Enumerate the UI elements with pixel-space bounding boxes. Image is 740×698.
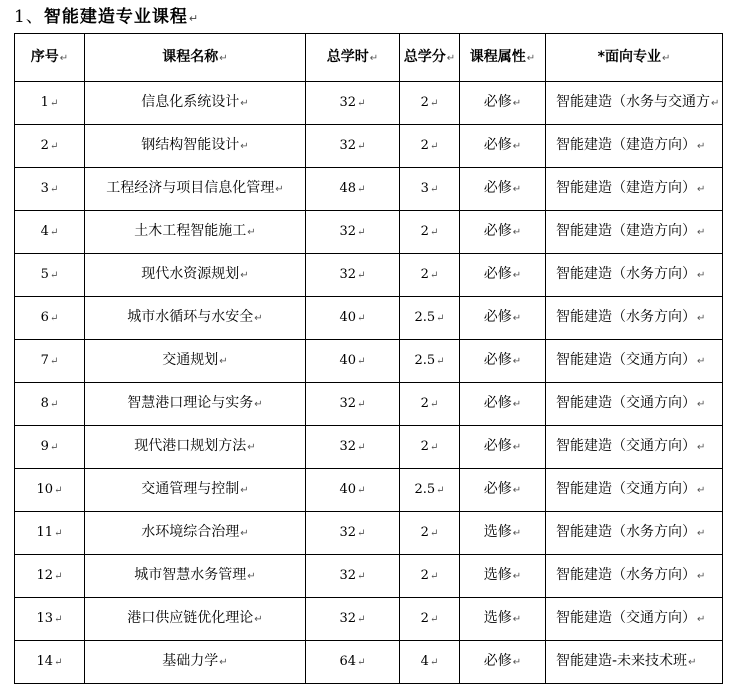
paragraph-mark-icon: ↵ <box>254 313 263 324</box>
cell-name <box>85 641 306 684</box>
cell-no <box>15 641 85 684</box>
paragraph-mark-icon: ↵ <box>357 141 366 152</box>
paragraph-mark-icon: ↵ <box>697 442 706 453</box>
cell-credits-text: 2 <box>420 95 429 110</box>
cell-target-text: 智能建造（水务方向） <box>556 567 696 583</box>
paragraph-mark-icon: ↵ <box>240 270 249 281</box>
cell-name-text: 交通管理与控制 <box>141 481 240 497</box>
paragraph-mark-icon: ↵ <box>357 485 366 496</box>
paragraph-mark-icon: ↵ <box>512 98 522 109</box>
cell-target <box>546 383 723 426</box>
cell-type-text: 必修 <box>483 266 512 282</box>
cell-credits <box>400 555 460 598</box>
cell-no-text: 11 <box>36 525 54 540</box>
paragraph-mark-icon: ↵ <box>429 270 439 281</box>
paragraph-mark-icon: ↵ <box>357 657 366 668</box>
paragraph-mark-icon: ↵ <box>512 571 522 582</box>
cell-no <box>15 125 85 168</box>
paragraph-mark-icon: ↵ <box>697 571 706 582</box>
cell-type-text: 必修 <box>483 395 512 411</box>
cell-type-text: 选修 <box>483 610 512 626</box>
paragraph-mark-icon: ↵ <box>54 528 63 539</box>
cell-credits-text: 2 <box>420 396 429 411</box>
cell-hours <box>306 383 400 426</box>
cell-credits-text: 2 <box>420 267 429 282</box>
paragraph-mark-icon: ↵ <box>512 399 522 410</box>
cell-target <box>546 555 723 598</box>
cell-name-text: 基础力学 <box>162 653 219 669</box>
cell-name-text: 城市水循环与水安全 <box>127 309 254 325</box>
cell-target <box>546 254 723 297</box>
paragraph-mark-icon: ↵ <box>512 313 522 324</box>
paragraph-mark-icon: ↵ <box>254 614 263 625</box>
cell-target <box>546 297 723 340</box>
paragraph-mark-icon: ↵ <box>512 442 522 453</box>
cell-name-text: 信息化系统设计 <box>141 94 240 110</box>
cell-credits <box>400 383 460 426</box>
paragraph-mark-icon: ↵ <box>219 356 228 367</box>
cell-credits-text: 2 <box>420 611 429 626</box>
cell-credits <box>400 168 460 211</box>
paragraph-mark-icon: ↵ <box>697 614 706 625</box>
cell-no <box>15 598 85 641</box>
paragraph-mark-icon: ↵ <box>429 184 439 195</box>
paragraph-mark-icon: ↵ <box>429 528 439 539</box>
cell-type <box>460 555 546 598</box>
cell-type <box>460 469 546 512</box>
cell-hours-text: 32 <box>339 439 357 454</box>
paragraph-mark-icon: ↵ <box>54 657 63 668</box>
cell-hours <box>306 297 400 340</box>
paragraph-mark-icon: ↵ <box>436 356 445 367</box>
cell-type-text: 必修 <box>483 481 512 497</box>
cell-no <box>15 383 85 426</box>
cell-type-text: 必修 <box>483 438 512 454</box>
cell-type <box>460 125 546 168</box>
cell-target <box>546 426 723 469</box>
cell-type-text: 选修 <box>483 524 512 540</box>
cell-no <box>15 512 85 555</box>
cell-name <box>85 254 306 297</box>
paragraph-mark-icon: ↵ <box>697 356 706 367</box>
cell-no <box>15 555 85 598</box>
cell-no-text: 5 <box>40 267 49 282</box>
cell-hours-text: 32 <box>339 568 357 583</box>
cell-name <box>85 383 306 426</box>
cell-type <box>460 340 546 383</box>
cell-name <box>85 211 306 254</box>
cell-target <box>546 125 723 168</box>
cell-hours-text: 32 <box>339 396 357 411</box>
paragraph-mark-icon: ↵ <box>436 485 445 496</box>
cell-hours-text: 48 <box>339 181 357 196</box>
paragraph-mark-icon: ↵ <box>247 571 256 582</box>
course-table <box>14 33 723 684</box>
cell-hours <box>306 469 400 512</box>
cell-hours-text: 32 <box>339 611 357 626</box>
cell-hours <box>306 340 400 383</box>
paragraph-mark-icon: ↵ <box>357 227 366 238</box>
cell-name <box>85 598 306 641</box>
cell-target <box>546 469 723 512</box>
paragraph-mark-icon: ↵ <box>49 399 59 410</box>
header-cell: 序号↵ <box>15 34 85 82</box>
header-cell: 总学时↵ <box>306 34 400 82</box>
cell-type-text: 选修 <box>483 567 512 583</box>
cell-name <box>85 426 306 469</box>
cell-type <box>460 426 546 469</box>
cell-no <box>15 254 85 297</box>
cell-no <box>15 297 85 340</box>
cell-target <box>546 598 723 641</box>
cell-type-text: 必修 <box>483 309 512 325</box>
cell-name-text: 现代水资源规划 <box>141 266 240 282</box>
cell-name-text: 港口供应链优化理论 <box>127 610 254 626</box>
paragraph-mark-icon: ↵ <box>697 313 706 324</box>
cell-hours <box>306 598 400 641</box>
cell-target <box>546 641 723 684</box>
cell-hours <box>306 512 400 555</box>
paragraph-mark-icon: ↵ <box>512 227 522 238</box>
cell-target <box>546 82 723 125</box>
cell-target <box>546 211 723 254</box>
cell-type-text: 必修 <box>483 653 512 669</box>
cell-target-text: 智能建造（交通方向） <box>556 610 696 626</box>
cell-no-text: 1 <box>40 95 49 110</box>
cell-hours <box>306 211 400 254</box>
cell-type <box>460 641 546 684</box>
cell-no-text: 7 <box>40 353 49 368</box>
cell-hours-text: 40 <box>339 310 357 325</box>
paragraph-mark-icon: ↵ <box>512 485 522 496</box>
table-row <box>15 211 723 254</box>
table-row <box>15 555 723 598</box>
paragraph-mark-icon: ↵ <box>688 657 697 668</box>
cell-credits-text: 4 <box>420 654 429 669</box>
cell-credits-text: 2 <box>420 439 429 454</box>
cell-hours-text: 32 <box>339 95 357 110</box>
paragraph-mark-icon: ↵ <box>429 98 439 109</box>
cell-no <box>15 340 85 383</box>
header-cell: *面向专业↵ <box>546 34 723 82</box>
paragraph-mark-icon: ↵ <box>697 184 706 195</box>
cell-no <box>15 426 85 469</box>
paragraph-mark-icon: ↵ <box>357 98 366 109</box>
cell-no-text: 2 <box>40 138 49 153</box>
paragraph-mark-icon: ↵ <box>357 614 366 625</box>
cell-no <box>15 82 85 125</box>
cell-target-text: 智能建造（交通方向） <box>556 352 696 368</box>
cell-type <box>460 168 546 211</box>
paragraph-mark-icon: ↵ <box>188 12 200 25</box>
paragraph-mark-icon: ↵ <box>49 313 59 324</box>
cell-type-text: 必修 <box>483 137 512 153</box>
header-cell: 总学分↵ <box>400 34 460 82</box>
cell-name <box>85 82 306 125</box>
cell-name-text: 水环境综合治理 <box>141 524 240 540</box>
paragraph-mark-icon: ↵ <box>697 399 706 410</box>
cell-target-text: 智能建造（水务与交通方 <box>556 94 710 110</box>
paragraph-mark-icon: ↵ <box>711 98 720 109</box>
cell-type <box>460 211 546 254</box>
cell-no <box>15 168 85 211</box>
cell-type <box>460 512 546 555</box>
header-cell: 课程属性↵ <box>460 34 546 82</box>
paragraph-mark-icon: ↵ <box>49 227 59 238</box>
paragraph-mark-icon: ↵ <box>357 571 366 582</box>
cell-target-text: 智能建造（建造方向） <box>556 223 696 239</box>
paragraph-mark-icon: ↵ <box>54 571 63 582</box>
cell-credits <box>400 512 460 555</box>
cell-credits <box>400 426 460 469</box>
cell-target-text: 智能建造（交通方向） <box>556 481 696 497</box>
paragraph-mark-icon: ↵ <box>512 657 522 668</box>
cell-target-text: 智能建造（交通方向） <box>556 438 696 454</box>
paragraph-mark-icon: ↵ <box>49 98 59 109</box>
paragraph-mark-icon: ↵ <box>357 399 366 410</box>
cell-hours <box>306 125 400 168</box>
cell-credits <box>400 211 460 254</box>
cell-hours <box>306 641 400 684</box>
table-row <box>15 125 723 168</box>
paragraph-mark-icon: ↵ <box>429 614 439 625</box>
paragraph-mark-icon: ↵ <box>512 356 522 367</box>
paragraph-mark-icon: ↵ <box>240 98 249 109</box>
paragraph-mark-icon: ↵ <box>49 141 59 152</box>
cell-no-text: 12 <box>36 568 54 583</box>
paragraph-mark-icon: ↵ <box>254 399 263 410</box>
cell-no-text: 6 <box>40 310 49 325</box>
cell-name-text: 交通规划 <box>162 352 219 368</box>
cell-type-text: 必修 <box>483 352 512 368</box>
cell-credits <box>400 641 460 684</box>
paragraph-mark-icon: ↵ <box>49 356 59 367</box>
cell-credits <box>400 598 460 641</box>
cell-target-text: 智能建造（建造方向） <box>556 180 696 196</box>
table-row <box>15 598 723 641</box>
cell-target <box>546 168 723 211</box>
cell-type <box>460 598 546 641</box>
cell-hours-text: 32 <box>339 525 357 540</box>
table-row <box>15 168 723 211</box>
cell-name-text: 现代港口规划方法 <box>134 438 247 454</box>
cell-hours-text: 64 <box>339 654 357 669</box>
cell-credits <box>400 125 460 168</box>
cell-no <box>15 211 85 254</box>
cell-credits-text: 2 <box>420 138 429 153</box>
cell-type <box>460 82 546 125</box>
cell-no <box>15 469 85 512</box>
table-row <box>15 426 723 469</box>
paragraph-mark-icon: ↵ <box>512 614 522 625</box>
cell-name <box>85 555 306 598</box>
cell-credits-text: 2.5 <box>414 310 436 325</box>
paragraph-mark-icon: ↵ <box>219 657 228 668</box>
cell-hours-text: 40 <box>339 353 357 368</box>
paragraph-mark-icon: ↵ <box>697 528 706 539</box>
paragraph-mark-icon: ↵ <box>429 657 439 668</box>
paragraph-mark-icon: ↵ <box>240 141 249 152</box>
cell-hours <box>306 254 400 297</box>
cell-hours-text: 40 <box>339 482 357 497</box>
heading-title: 智能建造专业课程 <box>43 7 188 27</box>
paragraph-mark-icon: ↵ <box>357 313 366 324</box>
cell-type-text: 必修 <box>483 223 512 239</box>
paragraph-mark-icon: ↵ <box>357 270 366 281</box>
paragraph-mark-icon: ↵ <box>240 485 249 496</box>
paragraph-mark-icon: ↵ <box>357 442 366 453</box>
table-row <box>15 383 723 426</box>
cell-no-text: 3 <box>40 181 49 196</box>
cell-hours <box>306 82 400 125</box>
cell-hours-text: 32 <box>339 224 357 239</box>
cell-target-text: 智能建造（建造方向） <box>556 137 696 153</box>
paragraph-mark-icon: ↵ <box>697 141 706 152</box>
cell-target-text: 智能建造（交通方向） <box>556 395 696 411</box>
cell-credits-text: 2 <box>420 525 429 540</box>
cell-credits <box>400 254 460 297</box>
cell-target-text: 智能建造（水务方向） <box>556 266 696 282</box>
cell-hours-text: 32 <box>339 267 357 282</box>
cell-credits <box>400 469 460 512</box>
paragraph-mark-icon: ↵ <box>247 227 256 238</box>
paragraph-mark-icon: ↵ <box>697 485 706 496</box>
cell-name <box>85 168 306 211</box>
cell-credits <box>400 82 460 125</box>
cell-credits-text: 2.5 <box>414 353 436 368</box>
paragraph-mark-icon: ↵ <box>49 442 59 453</box>
cell-credits-text: 2 <box>420 224 429 239</box>
paragraph-mark-icon: ↵ <box>49 184 59 195</box>
cell-hours <box>306 168 400 211</box>
paragraph-mark-icon: ↵ <box>240 528 249 539</box>
cell-no-text: 8 <box>40 396 49 411</box>
cell-name-text: 城市智慧水务管理 <box>134 567 247 583</box>
cell-name <box>85 340 306 383</box>
cell-target <box>546 340 723 383</box>
heading-number: 1、 <box>14 7 44 27</box>
table-header-row <box>15 34 723 82</box>
cell-name-text: 土木工程智能施工 <box>134 223 247 239</box>
cell-type <box>460 297 546 340</box>
cell-name <box>85 512 306 555</box>
cell-credits-text: 2.5 <box>414 482 436 497</box>
paragraph-mark-icon: ↵ <box>429 141 439 152</box>
paragraph-mark-icon: ↵ <box>54 485 63 496</box>
paragraph-mark-icon: ↵ <box>512 528 522 539</box>
cell-hours <box>306 426 400 469</box>
table-row <box>15 512 723 555</box>
cell-name <box>85 469 306 512</box>
paragraph-mark-icon: ↵ <box>429 399 439 410</box>
paragraph-mark-icon: ↵ <box>357 184 366 195</box>
cell-name <box>85 297 306 340</box>
table-row <box>15 641 723 684</box>
table-row <box>15 297 723 340</box>
cell-credits <box>400 340 460 383</box>
cell-target <box>546 512 723 555</box>
section-heading <box>14 4 199 30</box>
paragraph-mark-icon: ↵ <box>429 571 439 582</box>
cell-no-text: 9 <box>40 439 49 454</box>
paragraph-mark-icon: ↵ <box>697 270 706 281</box>
table-row <box>15 254 723 297</box>
cell-credits-text: 2 <box>420 568 429 583</box>
cell-target-text: 智能建造（水务方向） <box>556 524 696 540</box>
cell-target-text: 智能建造-未来技术班 <box>556 653 688 669</box>
cell-hours-text: 32 <box>339 138 357 153</box>
paragraph-mark-icon: ↵ <box>357 528 366 539</box>
cell-no-text: 14 <box>36 654 54 669</box>
paragraph-mark-icon: ↵ <box>512 141 522 152</box>
cell-no-text: 10 <box>36 482 54 497</box>
cell-no-text: 13 <box>36 611 54 626</box>
paragraph-mark-icon: ↵ <box>512 270 522 281</box>
paragraph-mark-icon: ↵ <box>429 442 439 453</box>
cell-no-text: 4 <box>40 224 49 239</box>
paragraph-mark-icon: ↵ <box>436 313 445 324</box>
paragraph-mark-icon: ↵ <box>357 356 366 367</box>
table-row <box>15 82 723 125</box>
cell-target-text: 智能建造（水务方向） <box>556 309 696 325</box>
paragraph-mark-icon: ↵ <box>54 614 63 625</box>
cell-type-text: 必修 <box>483 180 512 196</box>
cell-name-text: 钢结构智能设计 <box>141 137 240 153</box>
paragraph-mark-icon: ↵ <box>275 184 284 195</box>
cell-type <box>460 254 546 297</box>
paragraph-mark-icon: ↵ <box>697 227 706 238</box>
header-cell: 课程名称↵ <box>85 34 306 82</box>
table-row <box>15 469 723 512</box>
cell-credits <box>400 297 460 340</box>
paragraph-mark-icon: ↵ <box>512 184 522 195</box>
cell-hours <box>306 555 400 598</box>
table-row <box>15 340 723 383</box>
paragraph-mark-icon: ↵ <box>49 270 59 281</box>
cell-name-text: 工程经济与项目信息化管理 <box>106 180 275 196</box>
paragraph-mark-icon: ↵ <box>429 227 439 238</box>
paragraph-mark-icon: ↵ <box>247 442 256 453</box>
cell-credits-text: 3 <box>420 181 429 196</box>
cell-type-text: 必修 <box>483 94 512 110</box>
cell-name <box>85 125 306 168</box>
cell-type <box>460 383 546 426</box>
cell-name-text: 智慧港口理论与实务 <box>127 395 254 411</box>
